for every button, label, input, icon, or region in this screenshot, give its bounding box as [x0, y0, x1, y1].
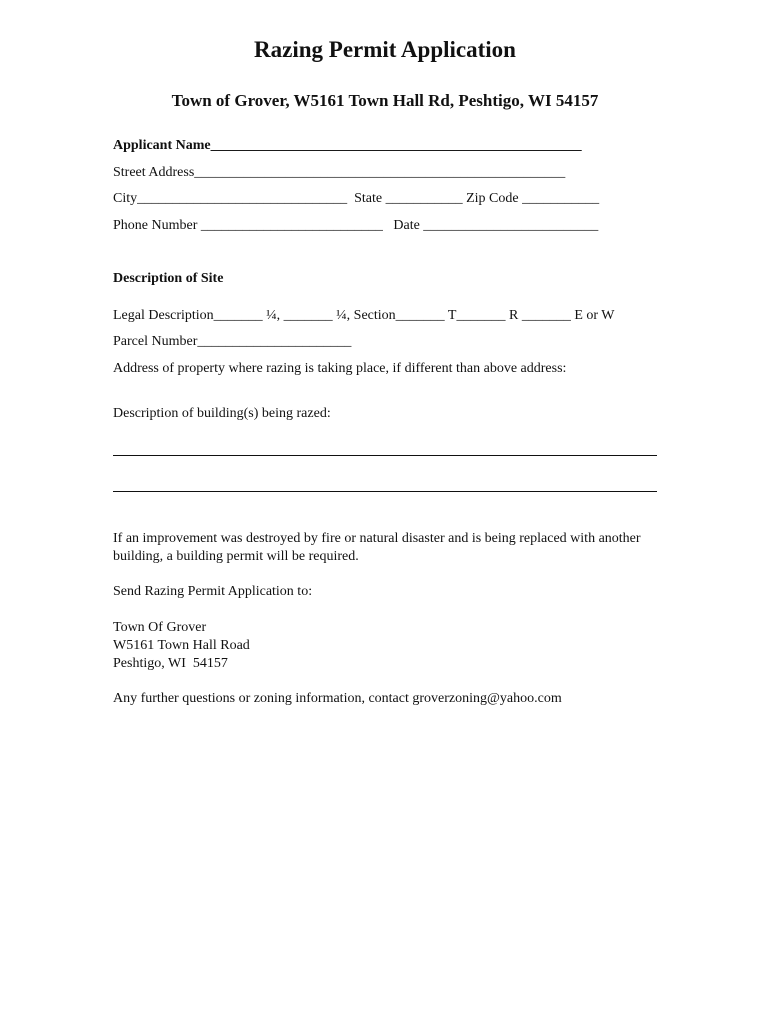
fire-disaster-note: If an improvement was destroyed by fire or natural disaster and is being replaced with another building, a building permit will be required. — [113, 531, 641, 564]
property-address-prompt: Address of property where razing is taking place, if different than above address: — [113, 361, 567, 376]
contact-info: Any further questions or zoning information, contact groverzoning@yahoo.com — [113, 691, 562, 706]
town-address-header: Town of Grover, W5161 Town Hall Rd, Peshtigo, WI 54157 — [171, 91, 599, 110]
page-title: Razing Permit Application — [254, 37, 516, 62]
building-description-prompt: Description of building(s) being razed: — [113, 406, 331, 421]
mail-address-line-3: Peshtigo, WI 54157 — [113, 656, 228, 671]
parcel-number-field[interactable]: Parcel Number______________________ — [113, 334, 352, 349]
send-to-label: Send Razing Permit Application to: — [113, 584, 313, 599]
applicant-name-field[interactable]: Applicant Name_____________________________________________________ — [113, 138, 582, 153]
building-description-line-2[interactable] — [113, 491, 657, 492]
site-section-heading: Description of Site — [113, 271, 224, 286]
street-address-field[interactable]: Street Address_____________________________________________________ — [113, 165, 566, 180]
mail-address-line-2: W5161 Town Hall Road — [113, 638, 250, 653]
building-description-line-1[interactable] — [113, 455, 657, 456]
legal-description-field[interactable]: Legal Description_______ ¼, _______ ¼, Section_______ T_______ R _______ E or W — [113, 308, 615, 323]
city-state-zip-field[interactable]: City______________________________ State ___________ Zip Code ___________ — [113, 191, 600, 206]
phone-date-field[interactable]: Phone Number __________________________ Date _________________________ — [113, 218, 599, 233]
mail-address-line-1: Town Of Grover — [113, 620, 207, 635]
